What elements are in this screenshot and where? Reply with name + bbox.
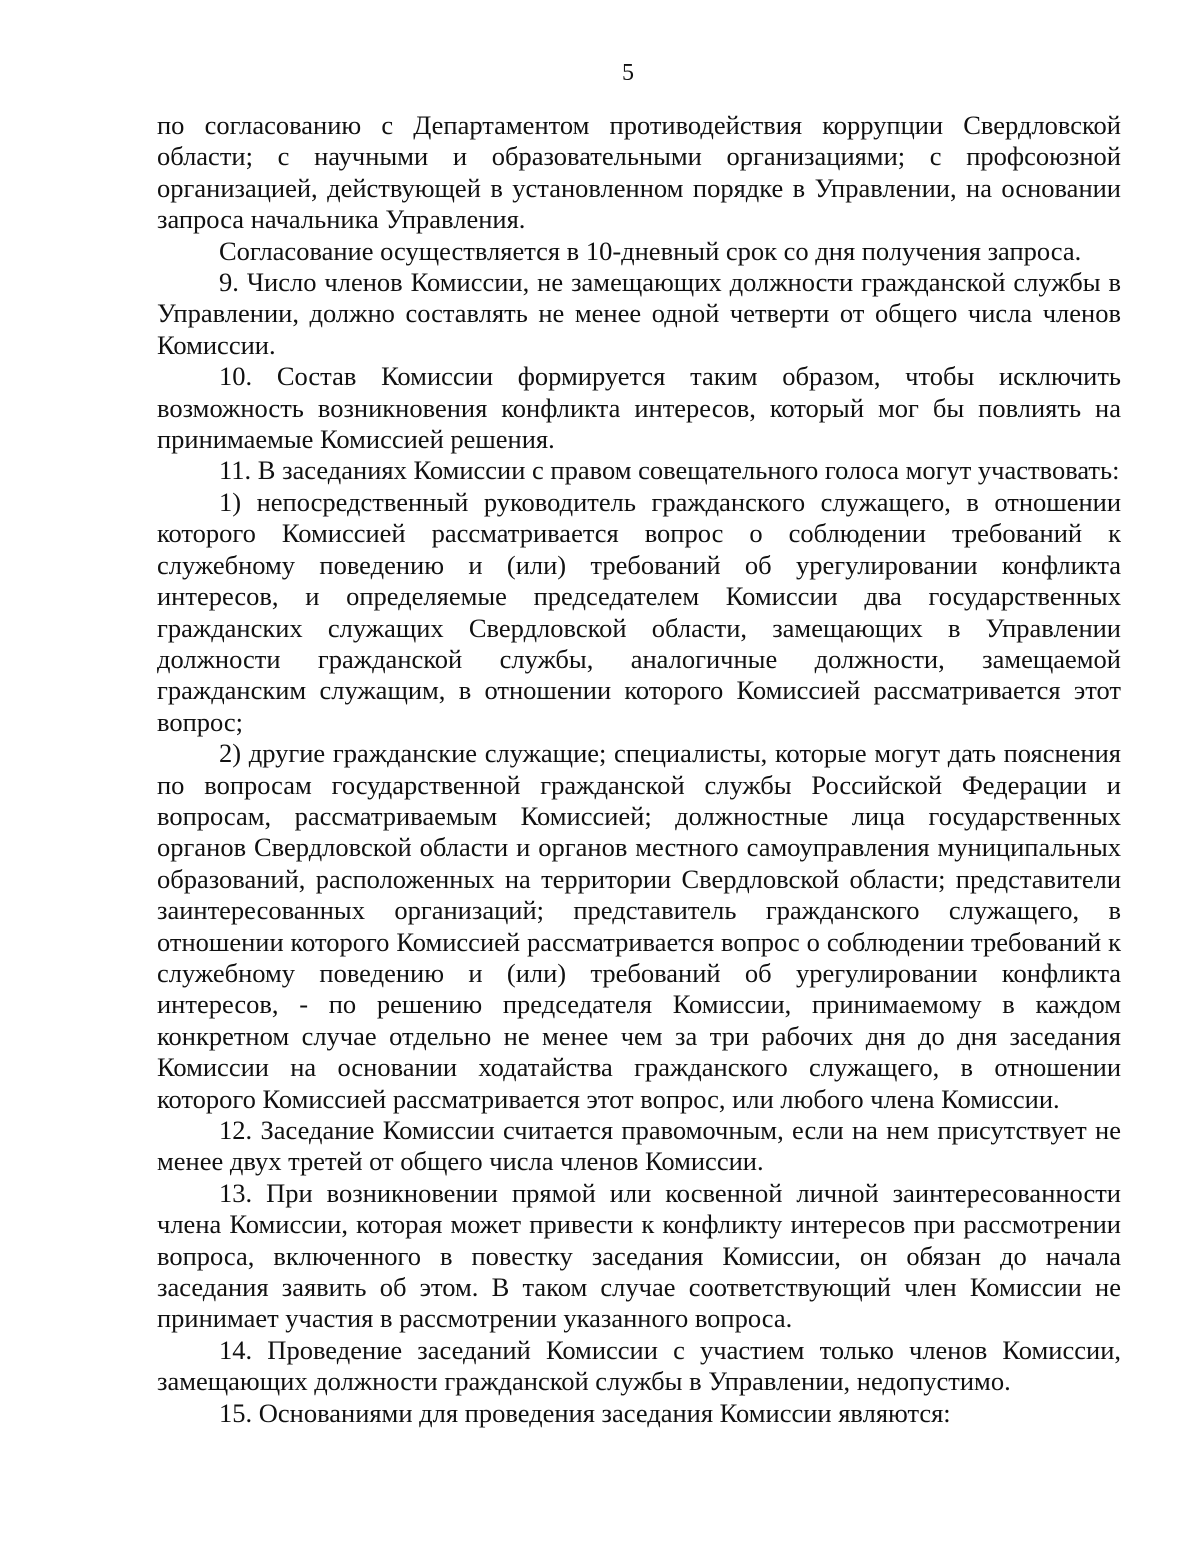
paragraph-10: 10. Состав Комиссии формируется таким образом, чтобы исключить возможность возникновения конфликта интересов, который мог бы повлиять на принимаемые Комиссией решения. (157, 361, 1121, 455)
paragraph-11-item-1: 1) непосредственный руководитель гражданского служащего, в отношении которого Комиссией рассматривается вопрос о соблюдении требований к служебному поведению и (или) требований об урегулировании конфликта интересов, и определяемые председателем Комиссии два государственных гражданских служащих Свердловской области, замещающих в Управлении должности гражданской службы, аналогичные должности, замещаемой гражданским служащим, в отношении которого Комиссией рассматривается этот вопрос; (157, 486, 1121, 737)
paragraph-continuation: по согласованию с Департаментом противодействия коррупции Свердловской области; с научными и образовательными организациями; с профсоюзной организацией, действующей в установленном порядке в Управлении, на основании запроса начальника Управления. (157, 110, 1121, 235)
page-number: 5 (622, 60, 634, 86)
paragraph-13: 13. При возникновении прямой или косвенной личной заинтересованности члена Комиссии, которая может привести к конфликту интересов при рассмотрении вопроса, включенного в повестку заседания Комиссии, он обязан до начала заседания заявить об этом. В таком случае соответствующий член Комиссии не принимает участия в рассмотрении указанного вопроса. (157, 1177, 1121, 1334)
paragraph-11: 11. В заседаниях Комиссии с правом совещательного голоса могут участвовать: (219, 455, 1120, 486)
paragraph-15: 15. Основаниями для проведения заседания Комиссии являются: (219, 1397, 951, 1428)
paragraph-9: 9. Число членов Комиссии, не замещающих должности гражданской службы в Управлении, должно составлять не менее одной четверти от общего числа членов Комиссии. (157, 267, 1121, 360)
paragraph-12: 12. Заседание Комиссии считается правомочным, если на нем присутствует не менее двух третей от общего числа членов Комиссии. (157, 1115, 1121, 1177)
paragraph-approval-term: Согласование осуществляется в 10-дневный срок со дня получения запроса. (219, 235, 1082, 266)
paragraph-11-item-2: 2) другие гражданские служащие; специалисты, которые могут дать пояснения по вопросам государственной гражданской службы Российской Федерации и вопросам, рассматриваемым Комиссией; должностные лица государственных органов Свердловской области и органов местного самоуправления муниципальных образований, расположенных на территории Свердловской области; представители заинтересованных организаций; представитель гражданского служащего, в отношении которого Комиссией рассматривается вопрос о соблюдении требований к служебному поведению и (или) требований об урегулировании конфликта интересов, - по решению председателя Комиссии, принимаемому в каждом конкретном случае отдельно не менее чем за три рабочих дня до дня заседания Комиссии на основании ходатайства гражданского служащего, в отношении которого Комиссией рассматривается этот вопрос, или любого члена Комиссии. (157, 738, 1121, 1114)
paragraph-14: 14. Проведение заседаний Комиссии с участием только членов Комиссии, замещающих должности гражданской службы в Управлении, недопустимо. (157, 1334, 1121, 1397)
document-body (157, 110, 1121, 1429)
